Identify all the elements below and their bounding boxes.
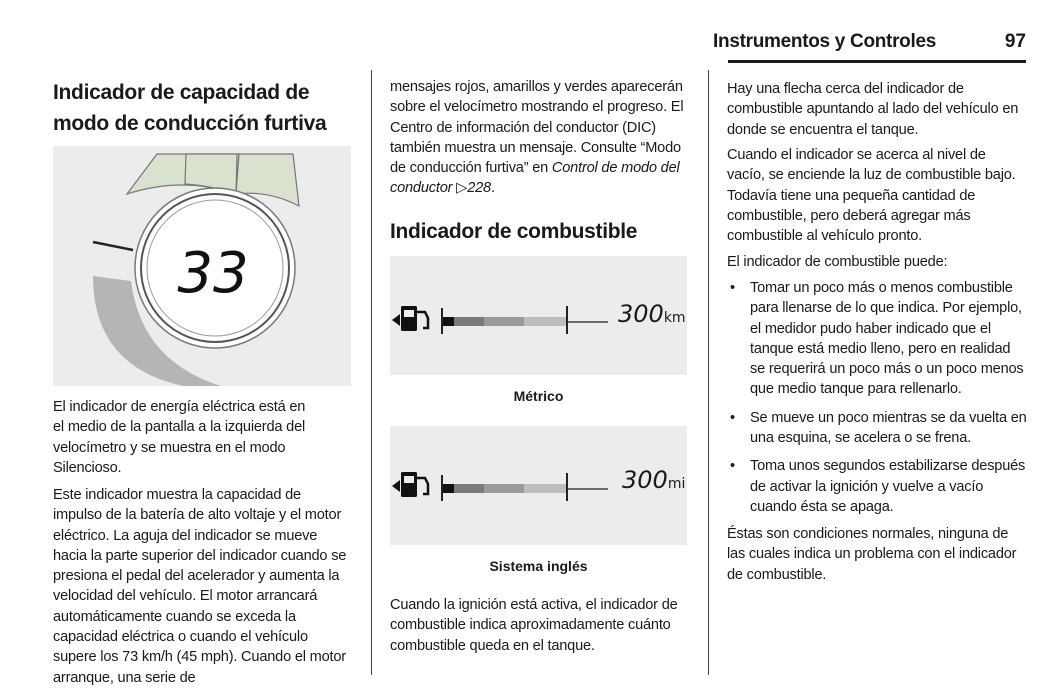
fuel-side-arrow-icon bbox=[392, 480, 400, 492]
fuel-side-arrow-icon bbox=[392, 314, 400, 326]
caption-metric: Métrico bbox=[513, 388, 564, 404]
page-header bbox=[0, 0, 1054, 66]
header-rule bbox=[728, 60, 1026, 63]
paragraph-arrow: Hay una flecha cerca del indicador de combustible apuntando al lado del vehículo en donde se encuentra el tanque. bbox=[727, 81, 1019, 138]
heading-stealth-mode: Indicador de capacidad de modo de conducción furtiva bbox=[53, 81, 327, 135]
fuel-panel-metric bbox=[390, 256, 687, 375]
page-number: 97 bbox=[1004, 31, 1026, 52]
fuel-range-unit: km bbox=[663, 310, 686, 326]
fuel-bar-segment bbox=[484, 317, 524, 326]
fuel-bar-segment bbox=[454, 317, 484, 326]
paragraph-capacity: Este indicador muestra la capacidad de impulso de la batería de alto voltaje y el motor eléctrico. La aguja del indicador se mueve hacia la parte superior del indicador cuando se presiona el pedal del acelerador y aumenta la velocidad del vehículo. El motor arrancará automáticamente cuando se exceda la capacidad eléctrica o cuando el vehículo supere los 73 km/h (45 mph). Cuando el motor arranque, una serie de bbox=[53, 487, 347, 686]
fuel-bar-segment bbox=[442, 484, 454, 493]
page-ref[interactable]: 228 bbox=[467, 180, 491, 197]
gauge-value: 33 bbox=[177, 241, 249, 306]
stealth-gauge-illustration bbox=[53, 146, 351, 386]
gauge-needle bbox=[93, 242, 133, 250]
paragraph-messages: mensajes rojos, amarillos y verdes aparecerán sobre el velocímetro mostrando el progreso. El Centro de información del conductor (DIC) también muestra un mensaje. Consulte “Modo de conducción furtiva” en Control de modo del conductor ▷228. bbox=[390, 79, 684, 197]
fuel-range-imperial bbox=[622, 466, 685, 494]
fuel-panel-imperial bbox=[390, 426, 687, 545]
fuel-bar-segment bbox=[442, 317, 454, 326]
caption-imperial: Sistema inglés bbox=[489, 558, 588, 574]
fuel-bar-segment bbox=[524, 317, 566, 326]
fuel-pump-icon bbox=[401, 472, 417, 497]
paragraph-gauge-can: El indicador de combustible puede: bbox=[727, 254, 948, 270]
paragraph-energy-indicator: El indicador de energía eléctrica está en el medio de la pantalla a la izquierda del velocímetro y se muestra en el modo Silencioso. bbox=[53, 399, 306, 476]
fuel-range-metric bbox=[618, 300, 686, 328]
fuel-pump-icon bbox=[401, 306, 417, 331]
driver-mode-link[interactable]: Control de modo del conductor bbox=[390, 160, 680, 197]
paragraph-fuel-indicator: Cuando la ignición está activa, el indicador de combustible indica aproximadamente cuánto combustible queda en el tanque. bbox=[390, 597, 678, 654]
fuel-gauge-bullet-list bbox=[727, 278, 1027, 525]
list-item: • Se mueve un poco mientras se da vuelta en una esquina, se acelera o se frena. bbox=[727, 408, 1027, 449]
paragraph-messages-text: mensajes rojos, amarillos y verdes aparecerán sobre el velocímetro mostrando el progreso. El Centro de información del conductor (DIC) también muestra un mensaje. Consulte “Modo de conducción furtiva” en bbox=[390, 79, 684, 177]
fuel-bar-segment bbox=[454, 484, 484, 493]
column-divider bbox=[371, 70, 372, 675]
fuel-range-unit: mi bbox=[667, 476, 686, 492]
list-item: • Toma unos segundos estabilizarse después de activar la ignición y vuelve a vacío cuando ésta se apaga. bbox=[727, 456, 1027, 517]
fuel-range-value: 300 bbox=[618, 300, 664, 328]
arrow-ref-icon: ▷ bbox=[452, 180, 468, 197]
heading-fuel-gauge: Indicador de combustible bbox=[390, 220, 638, 243]
paragraph-low-fuel: Cuando el indicador se acerca al nivel de vacío, se enciende la luz de combustible bajo. Todavía tiene una pequeña cantidad de combustible, pero deberá agregar más combustible al vehículo pronto. bbox=[727, 147, 1016, 245]
paragraph-normal-conditions: Éstas son condiciones normales, ninguna de las cuales indica un problema con el indicador de combustible. bbox=[727, 526, 1017, 583]
column-divider bbox=[708, 70, 709, 675]
section-title: Instrumentos y Controles bbox=[713, 31, 936, 52]
fuel-range-value: 300 bbox=[622, 466, 668, 494]
stealth-gauge-svg bbox=[53, 146, 351, 386]
fuel-bar-segment bbox=[524, 484, 566, 493]
list-item: • Tomar un poco más o menos combustible para llenarse de lo que indica. Por ejemplo, el medidor pudo haber indicado que el tanque está medio lleno, pero en realidad se requerirá un poco más o un poco menos que medio tanque para rellenarlo. bbox=[727, 278, 1027, 400]
fuel-bar-segment bbox=[484, 484, 524, 493]
